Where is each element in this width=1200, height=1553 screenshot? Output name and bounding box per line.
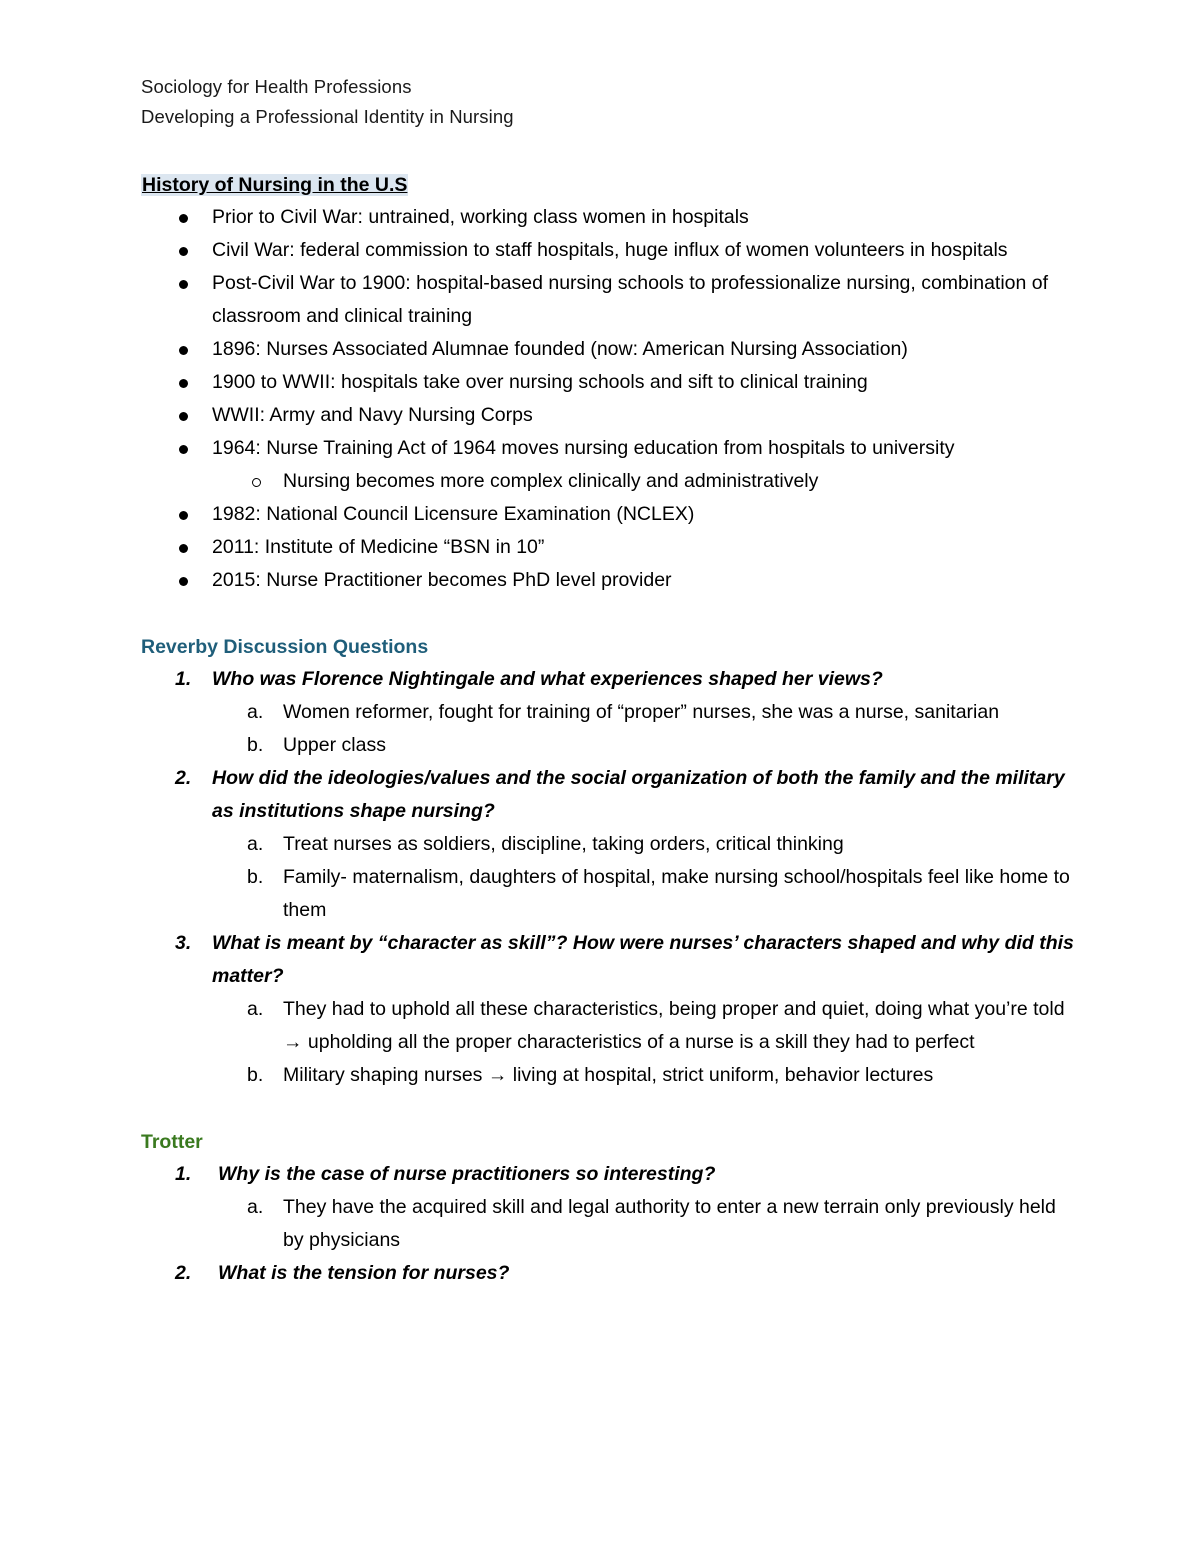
answer-item xyxy=(141,828,1081,861)
reverby-question-list xyxy=(141,663,1081,1092)
trotter-question-list xyxy=(141,1158,1081,1290)
question-text: How did the ideologies/values and the social organization of both the family and the military as institutions shape nursing? xyxy=(212,767,1065,822)
list-item-text: Civil War: federal commission to staff hospitals, huge influx of women volunteers in hospitals xyxy=(212,239,1008,261)
answer-item xyxy=(141,1059,1081,1092)
question-item xyxy=(141,1158,1081,1191)
list-item xyxy=(141,564,1081,597)
question-item xyxy=(141,762,1081,828)
bullet-icon xyxy=(179,379,188,388)
list-item xyxy=(141,432,1081,465)
list-item xyxy=(141,234,1081,267)
list-item xyxy=(141,333,1081,366)
answer-text: They had to uphold all these characteristics, being proper and quiet, doing what you’re told → upholding all the proper characteristics of a nurse is a skill they had to perfect xyxy=(283,998,1065,1053)
bullet-icon xyxy=(179,511,188,520)
list-item xyxy=(141,531,1081,564)
list-item-text: Post-Civil War to 1900: hospital-based nursing schools to professionalize nursing, combination of classroom and clinical training xyxy=(212,272,1049,327)
question-text: Who was Florence Nightingale and what experiences shaped her views? xyxy=(212,668,883,690)
answer-item xyxy=(141,696,1081,729)
answer-text: Family- maternalism, daughters of hospital, make nursing school/hospitals feel like home to them xyxy=(283,866,1070,921)
list-item-text: 2015: Nurse Practitioner becomes PhD level provider xyxy=(212,569,672,591)
bullet-icon xyxy=(179,280,188,289)
list-item xyxy=(141,498,1081,531)
list-item xyxy=(141,399,1081,432)
history-section-heading xyxy=(141,169,1081,201)
question-number: 3. xyxy=(175,932,192,954)
question-item xyxy=(141,663,1081,696)
history-bullet-list xyxy=(141,201,1081,597)
reverby-section-heading: Reverby Discussion Questions xyxy=(141,636,429,658)
answer-letter: b. xyxy=(247,734,264,756)
hollow-bullet-icon xyxy=(252,478,261,487)
list-item-text: Prior to Civil War: untrained, working class women in hospitals xyxy=(212,206,749,228)
answer-letter: a. xyxy=(247,1196,264,1218)
question-number: 2. xyxy=(175,1262,192,1284)
answer-letter: a. xyxy=(247,833,264,855)
list-item xyxy=(141,201,1081,234)
question-number: 1. xyxy=(175,1163,192,1185)
list-item-text: Nursing becomes more complex clinically and administratively xyxy=(283,470,819,492)
question-text: What is the tension for nurses? xyxy=(218,1262,510,1284)
history-title: History of Nursing in the U.S xyxy=(142,174,408,196)
list-item xyxy=(141,267,1081,333)
answer-letter: a. xyxy=(247,701,264,723)
bullet-icon xyxy=(179,445,188,454)
list-item-text: 1896: Nurses Associated Alumnae founded (now: American Nursing Association) xyxy=(212,338,908,360)
answer-item xyxy=(141,993,1081,1059)
answer-text: Women reformer, fought for training of “proper” nurses, she was a nurse, sanitarian xyxy=(283,701,1000,723)
list-item xyxy=(141,366,1081,399)
answer-text: Military shaping nurses → living at hospital, strict uniform, behavior lectures xyxy=(283,1064,934,1086)
trotter-section-heading: Trotter xyxy=(141,1131,203,1153)
answer-text: Treat nurses as soldiers, discipline, taking orders, critical thinking xyxy=(283,833,844,855)
list-item-text: 1982: National Council Licensure Examination (NCLEX) xyxy=(212,503,695,525)
bullet-icon xyxy=(179,214,188,223)
bullet-icon xyxy=(179,346,188,355)
answer-text: They have the acquired skill and legal authority to enter a new terrain only previously held by physicians xyxy=(283,1196,1056,1251)
document-subtitle: Developing a Professional Identity in Nursing xyxy=(141,106,514,127)
answer-item xyxy=(141,861,1081,927)
course-title: Sociology for Health Professions xyxy=(141,76,412,97)
sub-list-item xyxy=(141,465,1081,498)
answer-letter: b. xyxy=(247,866,264,888)
document-page xyxy=(141,72,1081,1290)
answer-item xyxy=(141,729,1081,762)
list-item-text: 1964: Nurse Training Act of 1964 moves nursing education from hospitals to university xyxy=(212,437,955,459)
bullet-icon xyxy=(179,544,188,553)
list-item-text: 1900 to WWII: hospitals take over nursing schools and sift to clinical training xyxy=(212,371,868,393)
bullet-icon xyxy=(179,577,188,586)
answer-letter: a. xyxy=(247,998,264,1020)
answer-letter: b. xyxy=(247,1064,264,1086)
question-text: What is meant by “character as skill”? How were nurses’ characters shaped and why did this matter? xyxy=(212,932,1074,987)
list-item-text: 2011: Institute of Medicine “BSN in 10” xyxy=(212,536,545,558)
bullet-icon xyxy=(179,412,188,421)
answer-text: Upper class xyxy=(283,734,386,756)
question-item xyxy=(141,927,1081,993)
list-item-text: WWII: Army and Navy Nursing Corps xyxy=(212,404,533,426)
question-number: 1. xyxy=(175,668,192,690)
bullet-icon xyxy=(179,247,188,256)
question-item xyxy=(141,1257,1081,1290)
answer-item xyxy=(141,1191,1081,1257)
question-number: 2. xyxy=(175,767,192,789)
question-text: Why is the case of nurse practitioners so interesting? xyxy=(218,1163,716,1185)
